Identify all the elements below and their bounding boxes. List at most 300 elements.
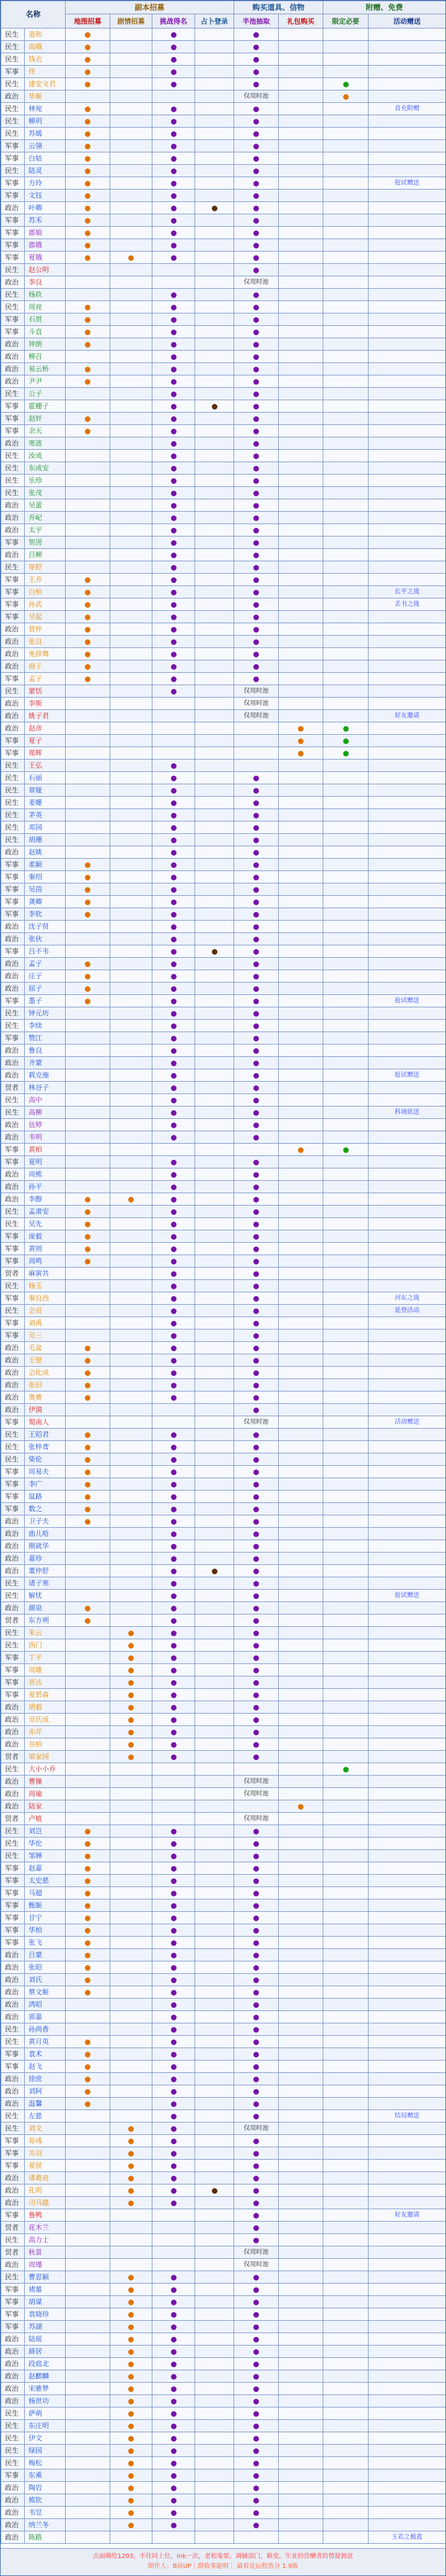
dot-cell bbox=[66, 1243, 110, 1255]
empty-cell bbox=[110, 1305, 152, 1317]
name-cell: 陈路 bbox=[25, 2531, 66, 2544]
role-cell: 政治 bbox=[1, 2197, 25, 2209]
purple-dot-icon bbox=[253, 788, 259, 794]
purple-dot-icon bbox=[171, 1544, 177, 1549]
role-cell: 民生 bbox=[1, 2234, 25, 2246]
empty-cell bbox=[369, 537, 446, 549]
empty-cell bbox=[279, 375, 323, 388]
dot-cell bbox=[152, 821, 195, 834]
name-cell: 管仲 bbox=[25, 623, 66, 636]
table-row bbox=[1, 896, 446, 908]
role-cell: 军事 bbox=[1, 2147, 25, 2160]
empty-cell bbox=[66, 524, 110, 537]
note-cell bbox=[369, 586, 446, 598]
empty-cell bbox=[195, 1652, 234, 1664]
dot-cell bbox=[152, 2445, 195, 2457]
empty-cell bbox=[279, 2259, 323, 2271]
role-cell: 政治 bbox=[1, 437, 25, 450]
purple-dot-icon bbox=[171, 218, 177, 224]
empty-cell bbox=[195, 1020, 234, 1032]
empty-cell bbox=[279, 834, 323, 846]
purple-dot-icon bbox=[171, 2486, 177, 2491]
purple-dot-icon bbox=[253, 206, 259, 211]
empty-cell bbox=[66, 1144, 110, 1156]
role-cell: 民生 bbox=[1, 1429, 25, 1441]
table-row bbox=[1, 1230, 446, 1243]
empty-cell bbox=[195, 2172, 234, 2184]
dot-cell bbox=[152, 1565, 195, 1577]
dot-cell bbox=[234, 2098, 279, 2110]
empty-cell bbox=[110, 239, 152, 252]
purple-dot-icon bbox=[171, 1531, 177, 1537]
dot-cell bbox=[152, 561, 195, 574]
empty-cell bbox=[279, 1602, 323, 1614]
dot-cell bbox=[110, 1726, 152, 1738]
name-cell: 张茂 bbox=[25, 487, 66, 499]
name-cell: 司马懿 bbox=[25, 2197, 66, 2209]
purple-dot-icon bbox=[171, 1705, 177, 1711]
role-cell: 贸者 bbox=[1, 2246, 25, 2259]
dot-cell bbox=[152, 2333, 195, 2346]
name-cell: 林宛 bbox=[25, 103, 66, 115]
name-cell: 庞毅 bbox=[25, 1230, 66, 1243]
empty-cell bbox=[323, 1949, 369, 1961]
empty-cell bbox=[279, 2407, 323, 2420]
purple-dot-icon bbox=[253, 2064, 259, 2070]
empty-cell bbox=[152, 276, 195, 289]
dot-cell bbox=[323, 78, 369, 90]
dot-cell bbox=[234, 1540, 279, 1553]
table-row bbox=[1, 128, 446, 140]
purple-dot-icon bbox=[253, 1296, 259, 1302]
orange-dot-icon bbox=[85, 1383, 90, 1388]
empty-cell bbox=[195, 425, 234, 437]
empty-cell bbox=[110, 437, 152, 450]
empty-cell bbox=[323, 1887, 369, 1899]
name-cell: 吕蒙 bbox=[25, 1949, 66, 1961]
dot-cell bbox=[234, 1528, 279, 1540]
empty-cell bbox=[152, 1404, 195, 1416]
dot-cell bbox=[152, 1949, 195, 1961]
purple-dot-icon bbox=[253, 1891, 259, 1896]
orange-dot-icon bbox=[85, 1618, 90, 1624]
empty-cell bbox=[369, 1478, 446, 1491]
empty-cell bbox=[195, 2147, 234, 2160]
orange-dot-icon bbox=[128, 2461, 134, 2466]
orange-dot-icon bbox=[85, 887, 90, 893]
purple-dot-icon bbox=[171, 1135, 177, 1141]
pool-cell bbox=[234, 698, 279, 710]
dot-cell bbox=[152, 1974, 195, 1986]
name-cell: 麻寅共 bbox=[25, 1268, 66, 1280]
dot-cell bbox=[110, 2395, 152, 2407]
orange-dot-icon bbox=[128, 2411, 134, 2417]
empty-cell bbox=[110, 2246, 152, 2259]
purple-dot-icon bbox=[171, 206, 177, 211]
purple-dot-icon bbox=[171, 1730, 177, 1735]
empty-cell bbox=[195, 2197, 234, 2209]
dot-cell bbox=[152, 1131, 195, 1144]
orange-dot-icon bbox=[128, 2337, 134, 2342]
table-row bbox=[1, 747, 446, 760]
purple-dot-icon bbox=[253, 2510, 259, 2516]
table-row bbox=[1, 784, 446, 797]
empty-cell bbox=[323, 1082, 369, 1094]
purple-dot-icon bbox=[171, 478, 177, 484]
empty-cell bbox=[369, 214, 446, 227]
dot-cell bbox=[152, 1057, 195, 1069]
dot-cell bbox=[110, 1738, 152, 1751]
purple-dot-icon bbox=[171, 1073, 177, 1079]
empty-cell bbox=[195, 1924, 234, 1937]
role-cell: 民生 bbox=[1, 289, 25, 301]
purple-dot-icon bbox=[253, 627, 259, 633]
orange-dot-icon bbox=[128, 2188, 134, 2194]
dot-cell bbox=[152, 301, 195, 313]
orange-dot-icon bbox=[85, 45, 90, 50]
purple-dot-icon bbox=[171, 800, 177, 806]
empty-cell bbox=[110, 1032, 152, 1045]
empty-cell bbox=[323, 2358, 369, 2370]
empty-cell bbox=[66, 475, 110, 487]
purple-dot-icon bbox=[171, 1308, 177, 1314]
dot-cell bbox=[152, 1082, 195, 1094]
empty-cell bbox=[110, 611, 152, 623]
empty-cell bbox=[110, 1391, 152, 1404]
empty-cell bbox=[195, 2507, 234, 2519]
empty-cell bbox=[279, 921, 323, 933]
dot-cell bbox=[323, 90, 369, 103]
name-cell: 熊钦 bbox=[25, 2494, 66, 2507]
empty-cell bbox=[323, 338, 369, 351]
purple-dot-icon bbox=[253, 181, 259, 186]
empty-cell bbox=[195, 1676, 234, 1689]
table-row bbox=[1, 586, 446, 598]
empty-cell bbox=[66, 1094, 110, 1106]
name-cell: 晋达 bbox=[25, 1676, 66, 1689]
empty-cell bbox=[369, 2346, 446, 2358]
empty-cell bbox=[369, 660, 446, 673]
empty-cell bbox=[369, 698, 446, 710]
empty-cell bbox=[110, 1218, 152, 1230]
empty-cell bbox=[195, 1763, 234, 1776]
empty-cell bbox=[369, 760, 446, 772]
name-cell: 周雄 bbox=[25, 1664, 66, 1676]
note-cell bbox=[369, 995, 446, 1007]
empty-cell bbox=[195, 276, 234, 289]
empty-cell bbox=[323, 1676, 369, 1689]
name-cell: 王乔 bbox=[25, 574, 66, 586]
empty-cell bbox=[195, 1689, 234, 1701]
empty-cell bbox=[323, 1961, 369, 1974]
purple-dot-icon bbox=[171, 392, 177, 397]
empty-cell bbox=[110, 871, 152, 883]
dot-cell bbox=[234, 1553, 279, 1565]
empty-cell bbox=[369, 1652, 446, 1664]
name-cell: 赞江 bbox=[25, 1032, 66, 1045]
empty-cell bbox=[279, 1330, 323, 1342]
empty-cell bbox=[323, 834, 369, 846]
dot-cell bbox=[152, 2284, 195, 2296]
empty-cell bbox=[369, 1094, 446, 1106]
empty-cell bbox=[323, 760, 369, 772]
note-cell bbox=[369, 1416, 446, 1429]
empty-cell bbox=[66, 2507, 110, 2519]
dot-cell bbox=[234, 1168, 279, 1181]
dot-cell bbox=[66, 1825, 110, 1838]
dot-cell bbox=[234, 2333, 279, 2346]
table-row bbox=[1, 1974, 446, 1986]
empty-cell bbox=[152, 264, 195, 276]
empty-cell bbox=[279, 1899, 323, 1912]
empty-cell bbox=[110, 326, 152, 338]
purple-dot-icon bbox=[171, 243, 177, 248]
role-cell: 民生 bbox=[1, 760, 25, 772]
role-cell: 民生 bbox=[1, 1577, 25, 1590]
dot-cell bbox=[152, 1243, 195, 1255]
dot-cell bbox=[234, 2432, 279, 2445]
note-text: 好友邀请 bbox=[395, 2212, 420, 2219]
role-cell: 政治 bbox=[1, 1738, 25, 1751]
empty-cell bbox=[323, 859, 369, 871]
role-cell: 民生 bbox=[1, 115, 25, 128]
empty-cell bbox=[369, 190, 446, 202]
role-cell: 民生 bbox=[1, 1850, 25, 1862]
dot-cell bbox=[234, 2073, 279, 2085]
dot-cell bbox=[234, 1181, 279, 1193]
name-cell: 宋雅梦 bbox=[25, 2383, 66, 2395]
empty-cell bbox=[323, 1862, 369, 1875]
dot-cell bbox=[152, 2358, 195, 2370]
role-cell: 军事 bbox=[1, 177, 25, 190]
purple-dot-icon bbox=[171, 1370, 177, 1376]
purple-dot-icon bbox=[171, 2337, 177, 2342]
purple-dot-icon bbox=[253, 528, 259, 533]
table-row bbox=[1, 276, 446, 289]
dot-cell bbox=[152, 338, 195, 351]
empty-cell bbox=[323, 2172, 369, 2184]
purple-dot-icon bbox=[253, 912, 259, 918]
name-cell: 高中 bbox=[25, 1094, 66, 1106]
name-cell: 李醇 bbox=[25, 1193, 66, 1206]
empty-cell bbox=[279, 499, 323, 512]
dot-cell bbox=[152, 1255, 195, 1268]
empty-cell bbox=[110, 1961, 152, 1974]
dot-cell bbox=[66, 1862, 110, 1875]
empty-cell bbox=[195, 1218, 234, 1230]
dot-cell bbox=[234, 834, 279, 846]
dot-cell bbox=[152, 2308, 195, 2321]
empty-cell bbox=[369, 549, 446, 561]
empty-cell bbox=[279, 103, 323, 115]
dot-cell bbox=[234, 128, 279, 140]
empty-cell bbox=[323, 2346, 369, 2358]
table-row bbox=[1, 1862, 446, 1875]
purple-dot-icon bbox=[253, 2176, 259, 2181]
table-row bbox=[1, 1069, 446, 1082]
empty-cell bbox=[279, 821, 323, 834]
table-row bbox=[1, 375, 446, 388]
dot-cell bbox=[152, 784, 195, 797]
empty-cell bbox=[110, 1106, 152, 1119]
role-cell: 政治 bbox=[1, 958, 25, 970]
purple-dot-icon bbox=[171, 2002, 177, 2008]
empty-cell bbox=[369, 611, 446, 623]
empty-cell bbox=[323, 537, 369, 549]
name-cell: 乔屺 bbox=[25, 512, 66, 524]
empty-cell bbox=[195, 2048, 234, 2061]
empty-cell bbox=[323, 2110, 369, 2123]
dot-cell bbox=[234, 1007, 279, 1020]
role-cell: 民生 bbox=[1, 1825, 25, 1838]
purple-dot-icon bbox=[171, 1457, 177, 1463]
dot-cell bbox=[66, 28, 110, 41]
empty-cell bbox=[323, 2147, 369, 2160]
empty-cell bbox=[195, 1862, 234, 1875]
empty-cell bbox=[110, 648, 152, 660]
purple-dot-icon bbox=[253, 82, 259, 87]
empty-cell bbox=[369, 2271, 446, 2284]
empty-cell bbox=[110, 2048, 152, 2061]
dot-cell bbox=[234, 574, 279, 586]
empty-cell bbox=[369, 2234, 446, 2246]
empty-cell bbox=[279, 1391, 323, 1404]
empty-cell bbox=[369, 1007, 446, 1020]
dot-cell bbox=[152, 2519, 195, 2531]
role-cell: 民生 bbox=[1, 53, 25, 66]
empty-cell bbox=[323, 140, 369, 152]
purple-dot-icon bbox=[171, 2448, 177, 2454]
role-cell: 军事 bbox=[1, 896, 25, 908]
role-cell: 政治 bbox=[1, 499, 25, 512]
empty-cell bbox=[279, 214, 323, 227]
purple-dot-icon bbox=[171, 2027, 177, 2033]
table-row bbox=[1, 2123, 446, 2135]
purple-dot-icon bbox=[253, 1581, 259, 1587]
purple-dot-icon bbox=[171, 1470, 177, 1475]
purple-dot-icon bbox=[171, 1333, 177, 1339]
dot-cell bbox=[152, 1491, 195, 1503]
empty-cell bbox=[323, 2321, 369, 2333]
name-cell: 柴伦 bbox=[25, 1453, 66, 1466]
empty-cell bbox=[66, 760, 110, 772]
dot-cell bbox=[110, 1652, 152, 1664]
purple-dot-icon bbox=[171, 367, 177, 372]
empty-cell bbox=[369, 797, 446, 809]
name-cell: 周瑾 bbox=[25, 2259, 66, 2271]
dot-cell bbox=[279, 747, 323, 760]
empty-cell bbox=[195, 1974, 234, 1986]
dot-cell bbox=[66, 66, 110, 78]
purple-dot-icon bbox=[171, 540, 177, 546]
name-cell: 韦明 bbox=[25, 1131, 66, 1144]
empty-cell bbox=[195, 561, 234, 574]
empty-cell bbox=[279, 1652, 323, 1664]
dot-cell bbox=[110, 2469, 152, 2482]
empty-cell bbox=[195, 1515, 234, 1528]
table-row bbox=[1, 1057, 446, 1069]
empty-cell bbox=[110, 636, 152, 648]
role-cell: 民生 bbox=[1, 1218, 25, 1230]
pool-cell bbox=[234, 1776, 279, 1788]
name-cell: 蒙恬 bbox=[25, 685, 66, 698]
empty-cell bbox=[369, 1999, 446, 2011]
table-row bbox=[1, 1875, 446, 1887]
dot-cell bbox=[152, 78, 195, 90]
empty-cell bbox=[369, 623, 446, 636]
empty-cell bbox=[323, 1590, 369, 1602]
role-cell: 军事 bbox=[1, 586, 25, 598]
purple-dot-icon bbox=[171, 2064, 177, 2070]
empty-cell bbox=[369, 2197, 446, 2209]
name-cell: 庄子 bbox=[25, 970, 66, 983]
dot-cell bbox=[234, 1082, 279, 1094]
orange-dot-icon bbox=[85, 1866, 90, 1872]
purple-dot-icon bbox=[253, 1519, 259, 1525]
empty-cell bbox=[279, 636, 323, 648]
dot-cell bbox=[110, 252, 152, 264]
orange-dot-icon bbox=[85, 367, 90, 372]
empty-cell bbox=[66, 2110, 110, 2123]
dot-cell bbox=[234, 462, 279, 475]
dot-cell bbox=[66, 1218, 110, 1230]
empty-cell bbox=[152, 2531, 195, 2544]
empty-cell bbox=[110, 90, 152, 103]
empty-cell bbox=[195, 1429, 234, 1441]
empty-cell bbox=[195, 41, 234, 53]
name-cell: 刘文 bbox=[25, 2123, 66, 2135]
name-cell: 夏侯 bbox=[25, 2160, 66, 2172]
empty-cell bbox=[110, 561, 152, 574]
orange-dot-icon bbox=[128, 2510, 134, 2516]
table-row bbox=[1, 1330, 446, 1342]
empty-cell bbox=[323, 2085, 369, 2098]
table-row bbox=[1, 2234, 446, 2246]
table-row bbox=[1, 1218, 446, 1230]
empty-cell bbox=[279, 227, 323, 239]
empty-cell bbox=[195, 2061, 234, 2073]
empty-cell bbox=[195, 1887, 234, 1899]
empty-cell bbox=[110, 1330, 152, 1342]
empty-cell bbox=[110, 1999, 152, 2011]
dot-cell bbox=[234, 1466, 279, 1478]
role-cell: 政治 bbox=[1, 2259, 25, 2271]
dot-cell bbox=[110, 2197, 152, 2209]
table-row bbox=[1, 450, 446, 462]
table-row bbox=[1, 1887, 446, 1899]
name-cell: 钟朗 bbox=[25, 338, 66, 351]
empty-cell bbox=[110, 1268, 152, 1280]
orange-dot-icon bbox=[85, 2039, 90, 2045]
empty-cell bbox=[110, 1168, 152, 1181]
role-cell: 政治 bbox=[1, 512, 25, 524]
dot-cell bbox=[66, 623, 110, 636]
purple-dot-icon bbox=[171, 1172, 177, 1178]
empty-cell bbox=[110, 140, 152, 152]
empty-cell bbox=[279, 462, 323, 475]
empty-cell bbox=[110, 1553, 152, 1565]
empty-cell bbox=[369, 1243, 446, 1255]
empty-cell bbox=[323, 2308, 369, 2321]
empty-cell bbox=[66, 2308, 110, 2321]
empty-cell bbox=[323, 2073, 369, 2085]
empty-cell bbox=[279, 2061, 323, 2073]
dot-cell bbox=[234, 995, 279, 1007]
purple-dot-icon bbox=[171, 2275, 177, 2280]
empty-cell bbox=[66, 1007, 110, 1020]
name-cell: 张伙 bbox=[25, 933, 66, 945]
note-text: 长平之战 bbox=[395, 589, 420, 595]
